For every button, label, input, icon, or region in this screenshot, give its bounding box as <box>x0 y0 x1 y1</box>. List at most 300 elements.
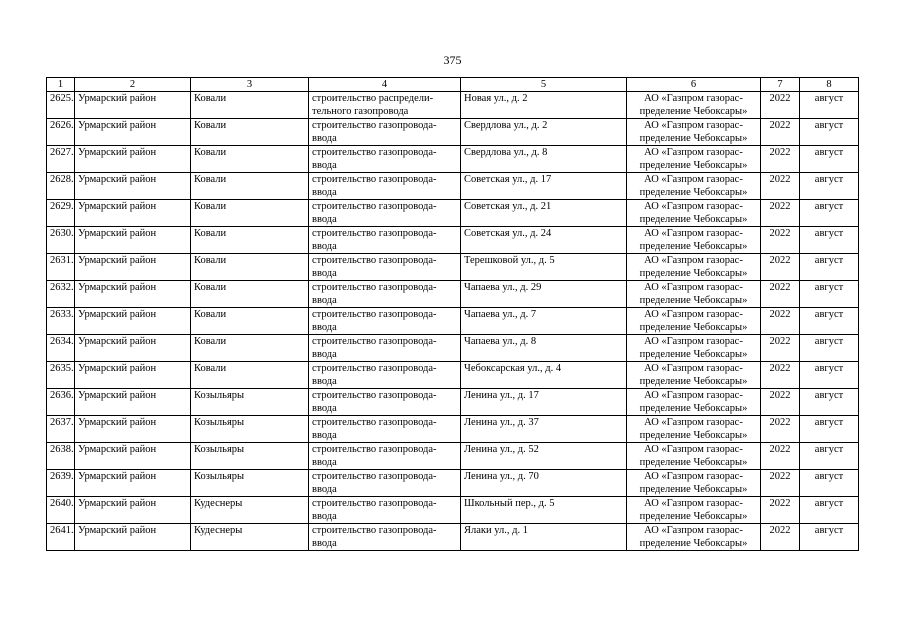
work-type-cell <box>309 281 461 308</box>
district-text: Урмарский район <box>78 471 157 482</box>
work-type-cell <box>309 443 461 470</box>
row-number-cell <box>47 335 75 362</box>
address-cell <box>461 92 627 119</box>
month-cell <box>800 146 859 173</box>
district-cell <box>75 146 191 173</box>
organization-text: АО «Газпром газорас- <box>644 282 743 293</box>
organization-text: пределение Чебоксары» <box>639 106 748 117</box>
address-cell <box>461 200 627 227</box>
organization-cell <box>627 335 761 362</box>
month-cell <box>800 200 859 227</box>
address-cell <box>461 524 627 551</box>
table-row <box>47 362 859 389</box>
month-text: август <box>814 309 844 320</box>
district-text: Урмарский район <box>78 120 157 131</box>
work-type-cell <box>309 119 461 146</box>
address-cell <box>461 335 627 362</box>
year-cell <box>761 335 800 362</box>
row-number-text: 2629. <box>50 201 74 212</box>
settlement-text: Ковали <box>194 309 227 320</box>
year-text: 2022 <box>769 147 791 158</box>
settlement-cell <box>191 470 309 497</box>
year-cell <box>761 146 800 173</box>
work-type-cell <box>309 362 461 389</box>
organization-text: АО «Газпром газорас- <box>644 309 743 320</box>
work-type-text: ввода <box>312 160 337 171</box>
district-cell <box>75 335 191 362</box>
row-number-cell <box>47 281 75 308</box>
year-text: 2022 <box>769 525 791 536</box>
year-cell <box>761 524 800 551</box>
work-type-text: ввода <box>312 376 337 387</box>
row-number-text: 2631. <box>50 255 74 266</box>
year-cell <box>761 281 800 308</box>
work-type-cell <box>309 200 461 227</box>
row-number-cell <box>47 92 75 119</box>
settlement-cell <box>191 308 309 335</box>
table-row <box>47 308 859 335</box>
year-cell <box>761 92 800 119</box>
year-cell <box>761 362 800 389</box>
settlement-text: Ковали <box>194 174 227 185</box>
organization-text: пределение Чебоксары» <box>639 457 748 468</box>
month-text: август <box>814 147 844 158</box>
organization-cell <box>627 389 761 416</box>
month-cell <box>800 281 859 308</box>
organization-cell <box>627 146 761 173</box>
month-cell <box>800 308 859 335</box>
settlement-text: Кудеснеры <box>194 498 243 509</box>
table-row <box>47 281 859 308</box>
row-number-text: 2638. <box>50 444 74 455</box>
district-cell <box>75 443 191 470</box>
work-type-text: ввода <box>312 511 337 522</box>
settlement-text: Ковали <box>194 282 227 293</box>
month-cell <box>800 254 859 281</box>
district-cell <box>75 227 191 254</box>
row-number-text: 2630. <box>50 228 74 239</box>
district-text: Урмарский район <box>78 363 157 374</box>
year-text: 2022 <box>769 174 791 185</box>
row-number-text: 2634. <box>50 336 74 347</box>
work-type-text: ввода <box>312 457 337 468</box>
organization-cell <box>627 227 761 254</box>
district-cell <box>75 389 191 416</box>
organization-text: АО «Газпром газорас- <box>644 390 743 401</box>
district-text: Урмарский район <box>78 336 157 347</box>
organization-text: АО «Газпром газорас- <box>644 93 743 104</box>
organization-text: пределение Чебоксары» <box>639 187 748 198</box>
district-text: Урмарский район <box>78 390 157 401</box>
column-number: 6 <box>627 78 761 92</box>
district-cell <box>75 281 191 308</box>
address-cell <box>461 119 627 146</box>
year-text: 2022 <box>769 282 791 293</box>
settlement-text: Козыльяры <box>194 417 245 428</box>
settlement-cell <box>191 416 309 443</box>
month-cell <box>800 92 859 119</box>
settlement-cell <box>191 146 309 173</box>
row-number-text: 2628. <box>50 174 74 185</box>
column-number-row <box>47 78 859 92</box>
organization-text: АО «Газпром газорас- <box>644 147 743 158</box>
work-type-cell <box>309 227 461 254</box>
row-number-cell <box>47 119 75 146</box>
organization-text: АО «Газпром газорас- <box>644 336 743 347</box>
table-row <box>47 119 859 146</box>
row-number-cell <box>47 146 75 173</box>
table-row <box>47 200 859 227</box>
organization-text: АО «Газпром газорас- <box>644 120 743 131</box>
settlement-text: Козыльяры <box>194 444 245 455</box>
table-row <box>47 146 859 173</box>
work-type-text: строительство газопровода- <box>312 255 437 266</box>
address-cell <box>461 470 627 497</box>
month-text: август <box>814 390 844 401</box>
year-cell <box>761 497 800 524</box>
month-text: август <box>814 228 844 239</box>
column-number: 5 <box>461 78 627 92</box>
settlement-cell <box>191 389 309 416</box>
work-type-text: строительство газопровода- <box>312 525 437 536</box>
row-number-cell <box>47 173 75 200</box>
work-type-text: ввода <box>312 430 337 441</box>
address-cell <box>461 173 627 200</box>
work-type-text: ввода <box>312 268 337 279</box>
row-number-cell <box>47 497 75 524</box>
table-row <box>47 92 859 119</box>
construction-schedule-table <box>46 77 859 551</box>
row-number-cell <box>47 470 75 497</box>
organization-cell <box>627 524 761 551</box>
row-number-text: 2635. <box>50 363 74 374</box>
work-type-cell <box>309 416 461 443</box>
settlement-text: Ковали <box>194 93 227 104</box>
organization-text: пределение Чебоксары» <box>639 295 748 306</box>
month-text: август <box>814 444 844 455</box>
organization-text: АО «Газпром газорас- <box>644 174 743 185</box>
row-number-cell <box>47 416 75 443</box>
month-cell <box>800 362 859 389</box>
settlement-text: Козыльяры <box>194 471 245 482</box>
month-cell <box>800 416 859 443</box>
district-cell <box>75 416 191 443</box>
row-number-cell <box>47 227 75 254</box>
work-type-text: строительство газопровода- <box>312 147 437 158</box>
address-text: Чебоксарская ул., д. 4 <box>464 363 562 374</box>
work-type-text: строительство газопровода- <box>312 336 437 347</box>
address-text: Советская ул., д. 21 <box>464 201 552 212</box>
district-text: Урмарский район <box>78 309 157 320</box>
year-cell <box>761 470 800 497</box>
settlement-cell <box>191 227 309 254</box>
address-cell <box>461 227 627 254</box>
address-cell <box>461 443 627 470</box>
organization-text: АО «Газпром газорас- <box>644 498 743 509</box>
organization-text: АО «Газпром газорас- <box>644 471 743 482</box>
work-type-text: ввода <box>312 349 337 360</box>
year-text: 2022 <box>769 93 791 104</box>
address-text: Свердлова ул., д. 2 <box>464 120 548 131</box>
work-type-cell <box>309 92 461 119</box>
organization-cell <box>627 92 761 119</box>
work-type-text: ввода <box>312 538 337 549</box>
table-row <box>47 173 859 200</box>
table-row <box>47 335 859 362</box>
organization-cell <box>627 443 761 470</box>
month-cell <box>800 389 859 416</box>
organization-text: пределение Чебоксары» <box>639 322 748 333</box>
district-cell <box>75 497 191 524</box>
work-type-text: строительство газопровода- <box>312 390 437 401</box>
organization-text: АО «Газпром газорас- <box>644 363 743 374</box>
organization-text: пределение Чебоксары» <box>639 511 748 522</box>
row-number-text: 2639. <box>50 471 74 482</box>
year-cell <box>761 443 800 470</box>
settlement-text: Ковали <box>194 336 227 347</box>
year-cell <box>761 416 800 443</box>
row-number-text: 2632. <box>50 282 74 293</box>
district-cell <box>75 254 191 281</box>
district-cell <box>75 470 191 497</box>
year-text: 2022 <box>769 120 791 131</box>
month-text: август <box>814 336 844 347</box>
organization-text: АО «Газпром газорас- <box>644 201 743 212</box>
table-row <box>47 254 859 281</box>
column-number: 1 <box>47 78 75 92</box>
month-text: август <box>814 201 844 212</box>
organization-cell <box>627 254 761 281</box>
work-type-text: строительство газопровода- <box>312 120 437 131</box>
month-cell <box>800 119 859 146</box>
work-type-text: строительство газопровода- <box>312 471 437 482</box>
address-cell <box>461 416 627 443</box>
settlement-text: Ковали <box>194 120 227 131</box>
year-text: 2022 <box>769 309 791 320</box>
address-cell <box>461 308 627 335</box>
year-text: 2022 <box>769 498 791 509</box>
month-text: август <box>814 363 844 374</box>
work-type-text: строительство газопровода- <box>312 498 437 509</box>
district-text: Урмарский район <box>78 282 157 293</box>
year-text: 2022 <box>769 363 791 374</box>
district-text: Урмарский район <box>78 255 157 266</box>
settlement-text: Кудеснеры <box>194 525 243 536</box>
work-type-text: ввода <box>312 133 337 144</box>
district-text: Урмарский район <box>78 147 157 158</box>
row-number-text: 2637. <box>50 417 74 428</box>
district-cell <box>75 119 191 146</box>
organization-text: АО «Газпром газорас- <box>644 228 743 239</box>
district-text: Урмарский район <box>78 201 157 212</box>
district-text: Урмарский район <box>78 174 157 185</box>
organization-cell <box>627 173 761 200</box>
organization-text: пределение Чебоксары» <box>639 403 748 414</box>
address-text: Новая ул., д. 2 <box>464 93 528 104</box>
address-text: Ленина ул., д. 52 <box>464 444 539 455</box>
row-number-text: 2640. <box>50 498 74 509</box>
settlement-cell <box>191 362 309 389</box>
month-text: август <box>814 525 844 536</box>
row-number-text: 2625. <box>50 93 74 104</box>
settlement-cell <box>191 119 309 146</box>
work-type-text: строительство газопровода- <box>312 363 437 374</box>
column-number: 7 <box>761 78 800 92</box>
year-text: 2022 <box>769 417 791 428</box>
organization-cell <box>627 281 761 308</box>
work-type-text: ввода <box>312 187 337 198</box>
table-row <box>47 416 859 443</box>
work-type-text: ввода <box>312 322 337 333</box>
table-row <box>47 497 859 524</box>
row-number-cell <box>47 362 75 389</box>
address-cell <box>461 389 627 416</box>
work-type-text: строительство газопровода- <box>312 444 437 455</box>
address-cell <box>461 362 627 389</box>
organization-cell <box>627 470 761 497</box>
organization-text: АО «Газпром газорас- <box>644 444 743 455</box>
organization-text: пределение Чебоксары» <box>639 268 748 279</box>
year-cell <box>761 308 800 335</box>
address-text: Терешковой ул., д. 5 <box>464 255 555 266</box>
year-cell <box>761 227 800 254</box>
organization-text: пределение Чебоксары» <box>639 349 748 360</box>
organization-text: пределение Чебоксары» <box>639 160 748 171</box>
work-type-text: ввода <box>312 214 337 225</box>
settlement-cell <box>191 200 309 227</box>
table-row <box>47 524 859 551</box>
organization-text: АО «Газпром газорас- <box>644 417 743 428</box>
year-text: 2022 <box>769 201 791 212</box>
address-text: Ленина ул., д. 17 <box>464 390 539 401</box>
address-cell <box>461 254 627 281</box>
work-type-text: строительство газопровода- <box>312 309 437 320</box>
year-cell <box>761 173 800 200</box>
organization-text: пределение Чебоксары» <box>639 214 748 225</box>
district-text: Урмарский район <box>78 444 157 455</box>
month-text: август <box>814 498 844 509</box>
work-type-cell <box>309 389 461 416</box>
year-text: 2022 <box>769 444 791 455</box>
district-cell <box>75 362 191 389</box>
year-cell <box>761 119 800 146</box>
settlement-cell <box>191 443 309 470</box>
row-number-cell <box>47 308 75 335</box>
year-text: 2022 <box>769 471 791 482</box>
address-cell <box>461 281 627 308</box>
work-type-cell <box>309 524 461 551</box>
district-text: Урмарский район <box>78 93 157 104</box>
year-text: 2022 <box>769 228 791 239</box>
month-text: август <box>814 255 844 266</box>
district-cell <box>75 308 191 335</box>
settlement-text: Ковали <box>194 363 227 374</box>
work-type-text: строительство газопровода- <box>312 282 437 293</box>
settlement-cell <box>191 281 309 308</box>
year-text: 2022 <box>769 336 791 347</box>
address-text: Чапаева ул., д. 29 <box>464 282 542 293</box>
table-row <box>47 443 859 470</box>
work-type-text: строительство распредели- <box>312 93 434 104</box>
organization-cell <box>627 200 761 227</box>
row-number-text: 2633. <box>50 309 74 320</box>
work-type-cell <box>309 173 461 200</box>
work-type-text: строительство газопровода- <box>312 174 437 185</box>
month-cell <box>800 335 859 362</box>
work-type-text: строительство газопровода- <box>312 201 437 212</box>
table-row <box>47 227 859 254</box>
organization-cell <box>627 416 761 443</box>
month-text: август <box>814 417 844 428</box>
organization-text: пределение Чебоксары» <box>639 376 748 387</box>
row-number-text: 2626. <box>50 120 74 131</box>
month-cell <box>800 443 859 470</box>
district-cell <box>75 524 191 551</box>
row-number-text: 2636. <box>50 390 74 401</box>
district-cell <box>75 92 191 119</box>
address-cell <box>461 497 627 524</box>
address-text: Школьный пер., д. 5 <box>464 498 555 509</box>
row-number-cell <box>47 443 75 470</box>
column-number: 4 <box>309 78 461 92</box>
table-row <box>47 389 859 416</box>
district-text: Урмарский район <box>78 498 157 509</box>
address-text: Чапаева ул., д. 8 <box>464 336 537 347</box>
settlement-text: Ковали <box>194 147 227 158</box>
month-cell <box>800 524 859 551</box>
district-cell <box>75 200 191 227</box>
year-text: 2022 <box>769 390 791 401</box>
district-text: Урмарский район <box>78 417 157 428</box>
work-type-text: ввода <box>312 241 337 252</box>
row-number-cell <box>47 389 75 416</box>
month-text: август <box>814 174 844 185</box>
organization-text: пределение Чебоксары» <box>639 484 748 495</box>
organization-text: пределение Чебоксары» <box>639 241 748 252</box>
month-text: август <box>814 471 844 482</box>
year-text: 2022 <box>769 255 791 266</box>
settlement-text: Ковали <box>194 228 227 239</box>
work-type-cell <box>309 308 461 335</box>
settlement-text: Ковали <box>194 255 227 266</box>
organization-cell <box>627 497 761 524</box>
organization-cell <box>627 119 761 146</box>
work-type-cell <box>309 146 461 173</box>
row-number-text: 2627. <box>50 147 74 158</box>
row-number-cell <box>47 254 75 281</box>
page-number: 375 <box>443 53 462 67</box>
work-type-text: тельного газопровода <box>312 106 409 117</box>
organization-text: АО «Газпром газорас- <box>644 525 743 536</box>
work-type-text: ввода <box>312 295 337 306</box>
work-type-cell <box>309 254 461 281</box>
settlement-cell <box>191 92 309 119</box>
work-type-text: ввода <box>312 403 337 414</box>
settlement-text: Козыльяры <box>194 390 245 401</box>
address-text: Свердлова ул., д. 8 <box>464 147 548 158</box>
work-type-cell <box>309 335 461 362</box>
column-number: 2 <box>75 78 191 92</box>
row-number-cell <box>47 200 75 227</box>
work-type-cell <box>309 497 461 524</box>
month-text: август <box>814 120 844 131</box>
settlement-cell <box>191 254 309 281</box>
address-text: Чапаева ул., д. 7 <box>464 309 537 320</box>
address-text: Советская ул., д. 17 <box>464 174 552 185</box>
row-number-cell <box>47 524 75 551</box>
month-cell <box>800 470 859 497</box>
organization-text: пределение Чебоксары» <box>639 430 748 441</box>
